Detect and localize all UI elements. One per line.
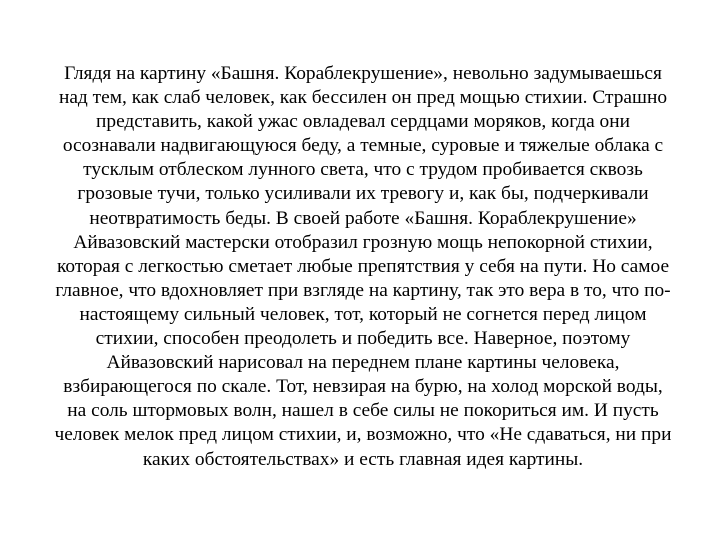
- essay-line: настоящему сильный человек, тот, который не согнется перед лицом: [79, 303, 647, 325]
- essay-line: которая с легкостью сметает любые препятствия у себя на пути. Но самое: [56, 255, 670, 277]
- essay-line: каких обстоятельствах» и есть главная идея картины.: [142, 448, 584, 470]
- essay-line: на соль штормовых волн, нашел в себе силы не покориться им. И пусть: [67, 400, 659, 422]
- essay-line: главное, что вдохновляет при взгляде на картину, так это вера в то, что по-: [55, 279, 671, 301]
- essay-line: Глядя на картину «Башня. Кораблекрушение», невольно задумываешься: [64, 63, 662, 84]
- essay-line: стихии, способен преодолеть и победить все. Наверное, поэтому: [95, 328, 631, 350]
- essay-line: неотвратимость беды. В своей работе «Башня. Кораблекрушение»: [89, 207, 637, 229]
- essay-line: грозовые тучи, только усиливали их тревогу и, как бы, подчеркивали: [77, 183, 649, 205]
- essay-line: представить, какой ужас овладевал сердцами моряков, когда они: [96, 111, 630, 133]
- essay-paragraph: [40, 62, 686, 472]
- essay-line: осознавали надвигающуюся беду, а темные, суровые и тяжелые облака с: [62, 135, 664, 157]
- essay-line: над тем, как слаб человек, как бессилен он пред мощью стихии. Страшно: [58, 87, 668, 109]
- essay-line: тусклым отблеском лунного света, что с трудом пробивается сквозь: [83, 159, 643, 181]
- essay-line: взбирающегося по скале. Тот, невзирая на бурю, на холод морской воды,: [63, 376, 663, 398]
- essay-line: Айвазовский нарисовал на переднем плане картины человека,: [106, 352, 620, 374]
- essay-line: человек мелок пред лицом стихии, и, возможно, что «Не сдаваться, ни при: [54, 424, 672, 446]
- essay-line: Айвазовский мастерски отобразил грозную мощь непокорной стихии,: [73, 231, 653, 253]
